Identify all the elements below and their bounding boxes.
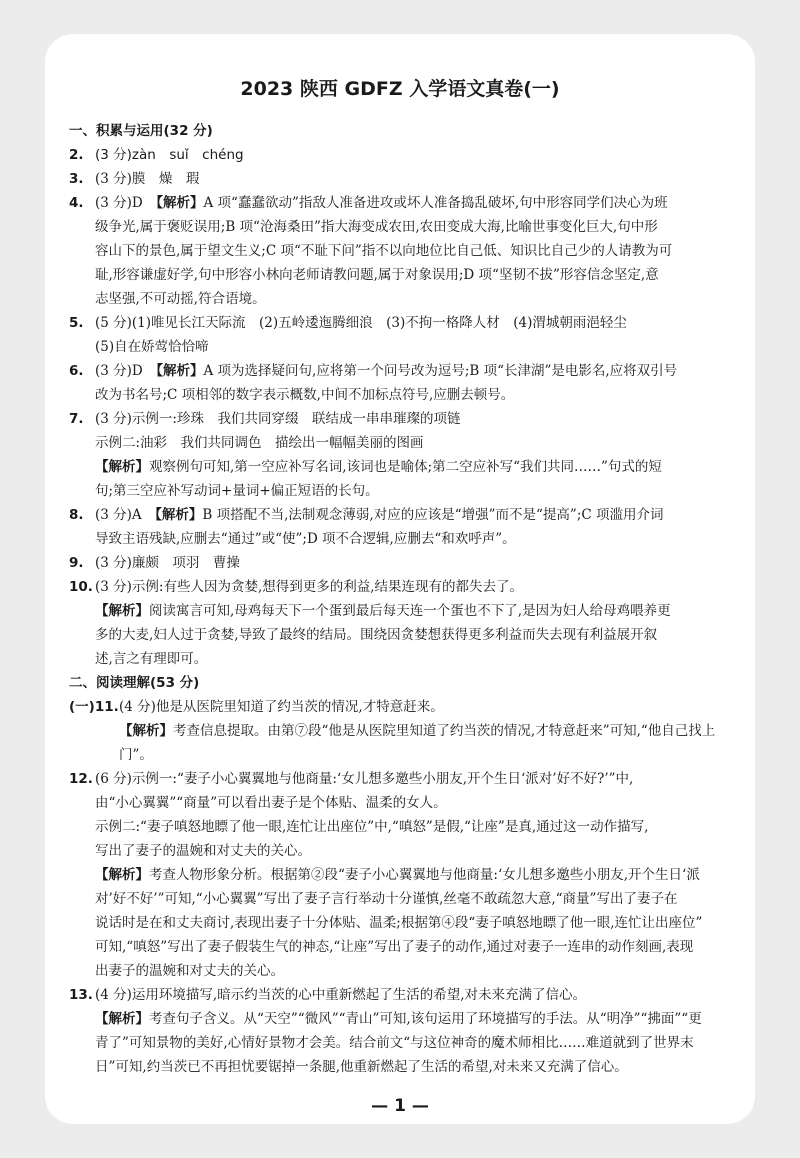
analysis-text: 考查人物形象分析。根据第②段“妻子小心翼翼地与他商量:‘女儿想多邀些小朋友,开个生日‘派 [149,867,700,883]
analysis-tag: 【解析】 [156,363,204,379]
answer-line [95,863,731,887]
item-number: 5. [69,315,84,331]
item-number: 9. [69,555,84,571]
answer-line [95,599,731,623]
item-number: 2. [69,147,84,163]
analysis-tag: 【解析】 [95,867,149,883]
item-number: (一)11. [69,699,119,715]
answer-text: 由“小心翼翼”“商量”可以看出妻子是个体贴、温柔的女人。 [95,795,447,811]
analysis-text: 志坚强,不可动摇,符合语境。 [95,291,266,307]
analysis-text: 考查信息提取。由第⑦段“他是从医院里知道了约当茨的情况,才特意赶来”可知,“他自己找上 [173,723,716,739]
answer-item-7 [69,407,731,503]
item-number: 4. [69,195,84,211]
analysis-text: 日”可知,约当茨已不再担忧要锯掉一条腿,他重新燃起了生活的希望,对未来又充满了信心。 [95,1059,628,1075]
analysis-tag: 【解析】 [119,723,173,739]
section-heading-2: 二、阅读理解(53 分) [69,675,200,691]
answer-line [95,503,731,527]
answer-text: (6 分)示例一:“妻子小心翼翼地与他商量:‘女儿想多邀些小朋友,开个生日‘派对’好不好?’”中, [95,771,634,787]
analysis-text: 考查句子含义。从“天空”“微风”“青山”可知,该句运用了环境描写的手法。从“明净”“拂面”“更 [149,1011,702,1027]
item-number: 13. [69,987,93,1003]
page-number: — 1 — [371,1096,429,1116]
answer-text: (3 分)zàn suǐ chéng [95,147,244,163]
answer-line [95,1007,731,1031]
analysis-text: 阅读寓言可知,母鸡每天下一个蛋到最后每天连一个蛋也不下了,是因为妇人给母鸡喂养更 [149,603,671,619]
item-number: 3. [69,171,84,187]
item-number: 7. [69,411,84,427]
answer-text: (5)自在娇莺恰恰啼 [95,339,209,355]
answer-text: (3 分)膜 燥 瑕 [95,171,200,187]
answer-head: (3 分)A [95,507,156,523]
answer-head: (3 分)D [95,363,157,379]
answer-item-2 [69,143,731,167]
answer-text: (4 分)他是从医院里知道了约当茨的情况,才特意赶来。 [119,699,444,715]
answer-text: (4 分)运用环境描写,暗示约当茨的心中重新燃起了生活的希望,对未来充满了信心。 [95,987,586,1003]
answer-text: 写出了妻子的温婉和对丈夫的关心。 [95,843,311,859]
answer-item-10 [69,575,731,671]
analysis-text: 门”。 [119,747,153,763]
answer-line [95,191,731,215]
analysis-text: 可知,“嗔怒”写出了妻子假装生气的神态,“让座”写出了妻子的动作,通过对妻子一连串的动作刻画,表现 [95,939,694,955]
answer-text: (3 分)示例:有些人因为贪婪,想得到更多的利益,结果连现有的都失去了。 [95,579,524,595]
item-number: 8. [69,507,84,523]
item-number: 10. [69,579,93,595]
analysis-tag: 【解析】 [156,195,204,211]
analysis-text: A 项为选择疑问句,应将第一个问号改为逗号;B 项“长津湖”是电影名,应将双引号 [203,363,678,379]
analysis-text: 级争光,属于褒贬误用;B 项“沧海桑田”指大海变成农田,农田变成大海,比喻世事变化巨大,句中形 [95,219,658,235]
answer-item-12 [69,767,731,983]
analysis-text: A 项“蠢蠢欲动”指敌人准备进攻或坏人准备捣乱破坏,句中形容同学们决心为班 [203,195,668,211]
answer-sheet-page [45,34,755,1124]
analysis-text: 出妻子的温婉和对丈夫的关心。 [95,963,284,979]
analysis-text: 耻,形容谦虚好学,句中形容小林向老师请教问题,属于对象误用;D 项“坚韧不拔”形容信念坚定,意 [95,267,659,283]
analysis-text: 说话时是在和丈夫商讨,表现出妻子十分体贴、温柔;根据第④段“妻子嗔怒地瞟了他一眼,连忙让出座位” [95,915,703,931]
answer-line [95,359,731,383]
answer-item-4 [69,191,731,311]
answer-item-8 [69,503,731,551]
analysis-text: B 项搭配不当,法制观念薄弱,对应的应该是“增强”而不是“提高”;C 项滥用介词 [202,507,664,523]
analysis-text: 改为书名号;C 项相邻的数字表示概数,中间不加标点符号,应删去顿号。 [95,387,515,403]
analysis-text: 青了”可知景物的美好,心情好景物才会美。结合前文“与这位神奇的魔术师相比……难道就到了世界末 [95,1035,694,1051]
analysis-tag: 【解析】 [155,507,203,523]
answer-text: 示例二:油彩 我们共同调色 描绘出一幅幅美丽的图画 [95,435,424,451]
answer-text: (5 分)(1)唯见长江天际流 (2)五岭逶迤腾细浪 (3)不拘一格降人材 (4)渭城朝雨浥轻尘 [95,315,627,331]
answer-item-6 [69,359,731,407]
answer-item-9 [69,551,731,575]
item-number: 6. [69,363,84,379]
section-heading-1: 一、积累与运用(32 分) [69,123,213,139]
answer-item-11 [69,695,731,767]
answer-text: (3 分)示例一:珍珠 我们共同穿缀 联结成一串串璀璨的项链 [95,411,461,427]
answer-item-3 [69,167,731,191]
item-number: 12. [69,771,93,787]
answer-text: (3 分)廉颇 项羽 曹操 [95,555,240,571]
analysis-text: 述,言之有理即可。 [95,651,208,667]
analysis-text: 对’好不好’”可知,“小心翼翼”写出了妻子言行举动十分谨慎,丝毫不敢疏忽大意,“商量”写出了妻子在 [95,891,678,907]
analysis-text: 多的大麦,妇人过于贪婪,导致了最终的结局。围绕因贪婪想获得更多利益而失去现有利益展开叙 [95,627,658,643]
answer-item-5 [69,311,731,359]
answer-text: 示例二:“妻子嗔怒地瞟了他一眼,连忙让出座位”中,“嗔怒”是假,“让座”是真,通过这一动作描写, [95,819,649,835]
analysis-text: 句;第三空应补写动词+量词+偏正短语的长句。 [95,483,379,499]
page-title: 2023 陕西 GDFZ 入学语文真卷(一) [240,78,560,100]
answer-line [119,719,731,743]
analysis-tag: 【解析】 [95,1011,149,1027]
analysis-text: 导致主语残缺,应删去“通过”或“使”;D 项不合逻辑,应删去“和欢呼声”。 [95,531,516,547]
analysis-tag: 【解析】 [95,603,149,619]
analysis-tag: 【解析】 [95,459,149,475]
analysis-text: 容山下的景色,属于望文生义;C 项“不耻下问”指不以向地位比自己低、知识比自己少的人请教为可 [95,243,673,259]
answer-head: (3 分)D [95,195,157,211]
analysis-text: 观察例句可知,第一空应补写名词,该词也是喻体;第二空应补写“我们共同……”句式的短 [149,459,662,475]
answer-item-13 [69,983,731,1079]
answer-line [95,455,731,479]
